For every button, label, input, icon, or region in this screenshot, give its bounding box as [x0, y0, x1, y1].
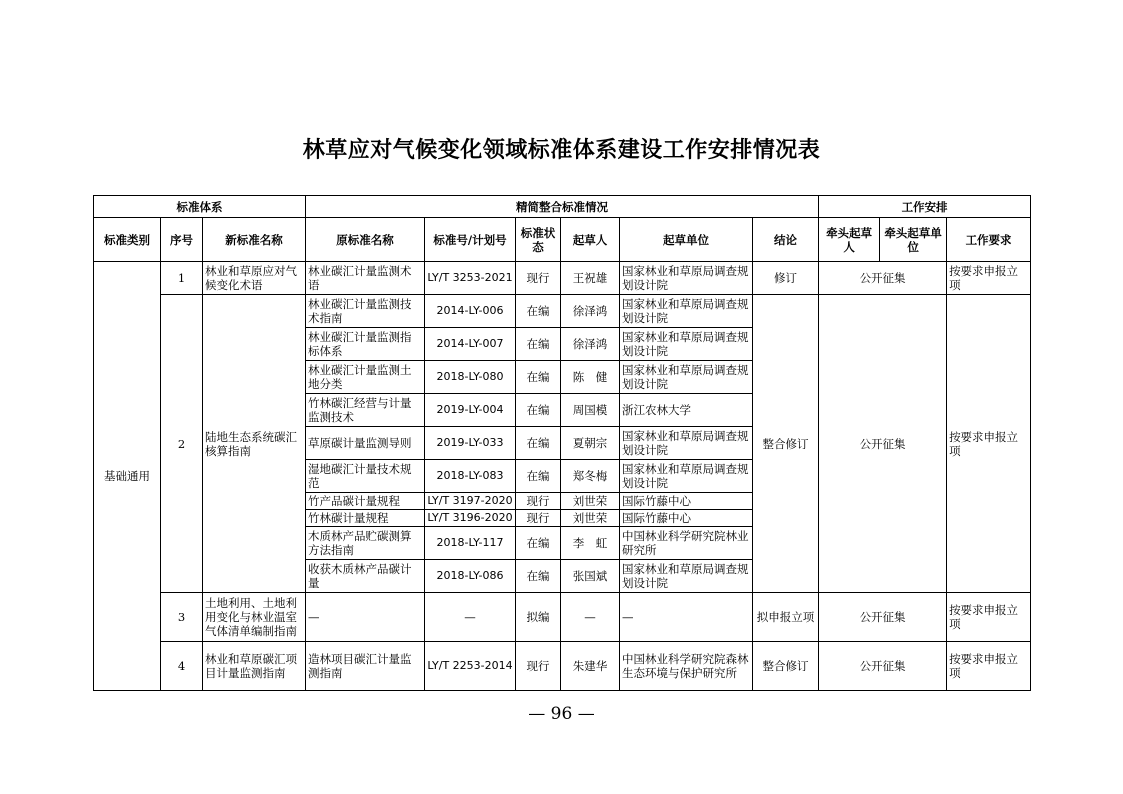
- status-cell: 在编: [516, 328, 561, 361]
- new-name-cell: 林业和草原应对气候变化术语: [203, 262, 306, 295]
- seq-cell: 3: [161, 593, 203, 642]
- orig-name-cell: 造林项目碳汇计量监测指南: [306, 642, 425, 691]
- requirement-cell: 按要求申报立项: [947, 642, 1031, 691]
- header-code: 标准号/计划号: [425, 218, 516, 262]
- orig-name-cell: 收获木质林产品碳计量: [306, 560, 425, 593]
- unit-cell: 国家林业和草原局调查规划设计院: [620, 427, 753, 460]
- status-cell: 现行: [516, 510, 561, 527]
- drafter-cell: 刘世荣: [561, 493, 620, 510]
- group-header-work: 工作安排: [819, 196, 1031, 218]
- status-cell: 拟编: [516, 593, 561, 642]
- status-cell: 现行: [516, 642, 561, 691]
- unit-cell: 国际竹藤中心: [620, 493, 753, 510]
- lead-cell: 公开征集: [819, 262, 947, 295]
- code-cell: 2018-LY-080: [425, 361, 516, 394]
- code-cell: 2018-LY-083: [425, 460, 516, 493]
- status-cell: 在编: [516, 527, 561, 560]
- unit-cell: 国家林业和草原局调查规划设计院: [620, 262, 753, 295]
- status-cell: 在编: [516, 560, 561, 593]
- orig-name-cell: 湿地碳汇计量技术规范: [306, 460, 425, 493]
- drafter-cell: 王祝雄: [561, 262, 620, 295]
- status-cell: 在编: [516, 394, 561, 427]
- status-cell: 在编: [516, 427, 561, 460]
- code-cell: 2018-LY-117: [425, 527, 516, 560]
- header-unit: 起草单位: [620, 218, 753, 262]
- unit-cell: 国家林业和草原局调查规划设计院: [620, 295, 753, 328]
- code-cell: 2018-LY-086: [425, 560, 516, 593]
- drafter-cell: 徐泽鸿: [561, 328, 620, 361]
- conclusion-cell: 拟申报立项: [753, 593, 819, 642]
- header-category: 标准类别: [94, 218, 161, 262]
- header-seq: 序号: [161, 218, 203, 262]
- code-cell: LY/T 3253-2021: [425, 262, 516, 295]
- lead-cell: 公开征集: [819, 593, 947, 642]
- orig-name-cell: 林业碳汇计量监测术语: [306, 262, 425, 295]
- conclusion-cell: 修订: [753, 262, 819, 295]
- code-cell: 2019-LY-033: [425, 427, 516, 460]
- unit-cell: 国家林业和草原局调查规划设计院: [620, 361, 753, 394]
- requirement-cell: 按要求申报立项: [947, 295, 1031, 593]
- table-row: [94, 295, 1031, 328]
- table-row: [94, 262, 1031, 295]
- group-header-system: 标准体系: [94, 196, 306, 218]
- unit-cell: 国家林业和草原局调查规划设计院: [620, 460, 753, 493]
- requirement-cell: 按要求申报立项: [947, 262, 1031, 295]
- drafter-cell: —: [561, 593, 620, 642]
- conclusion-cell: 整合修订: [753, 642, 819, 691]
- orig-name-cell: 木质林产品贮碳测算方法指南: [306, 527, 425, 560]
- orig-name-cell: 林业碳汇计量监测技术指南: [306, 295, 425, 328]
- code-cell: LY/T 2253-2014: [425, 642, 516, 691]
- drafter-cell: 夏朝宗: [561, 427, 620, 460]
- unit-cell: 浙江农林大学: [620, 394, 753, 427]
- orig-name-cell: 竹林碳计量规程: [306, 510, 425, 527]
- drafter-cell: 徐泽鸿: [561, 295, 620, 328]
- category-cell: 基础通用: [94, 262, 161, 691]
- header-conclusion: 结论: [753, 218, 819, 262]
- drafter-cell: 刘世荣: [561, 510, 620, 527]
- status-cell: 在编: [516, 295, 561, 328]
- drafter-cell: 周国模: [561, 394, 620, 427]
- table-row: [94, 593, 1031, 642]
- standards-table: [93, 195, 1031, 691]
- unit-cell: 国家林业和草原局调查规划设计院: [620, 560, 753, 593]
- header-lead-unit: 牵头起草单位: [880, 218, 947, 262]
- orig-name-cell: 林业碳汇计量监测土地分类: [306, 361, 425, 394]
- table-row: [94, 642, 1031, 691]
- header-new-name: 新标准名称: [203, 218, 306, 262]
- orig-name-cell: —: [306, 593, 425, 642]
- lead-cell: 公开征集: [819, 642, 947, 691]
- unit-cell: 国际竹藤中心: [620, 510, 753, 527]
- code-cell: LY/T 3197-2020: [425, 493, 516, 510]
- code-cell: LY/T 3196-2020: [425, 510, 516, 527]
- orig-name-cell: 草原碳计量监测导则: [306, 427, 425, 460]
- orig-name-cell: 竹林碳汇经营与计量监测技术: [306, 394, 425, 427]
- code-cell: —: [425, 593, 516, 642]
- drafter-cell: 张国斌: [561, 560, 620, 593]
- header-drafter: 起草人: [561, 218, 620, 262]
- code-cell: 2019-LY-004: [425, 394, 516, 427]
- drafter-cell: 陈 健: [561, 361, 620, 394]
- new-name-cell: 林业和草原碳汇项目计量监测指南: [203, 642, 306, 691]
- header-orig-name: 原标准名称: [306, 218, 425, 262]
- new-name-cell: 土地利用、土地利用变化与林业温室气体清单编制指南: [203, 593, 306, 642]
- header-status: 标准状态: [516, 218, 561, 262]
- drafter-cell: 朱建华: [561, 642, 620, 691]
- lead-cell: 公开征集: [819, 295, 947, 593]
- drafter-cell: 郑冬梅: [561, 460, 620, 493]
- unit-cell: —: [620, 593, 753, 642]
- status-cell: 在编: [516, 361, 561, 394]
- drafter-cell: 李 虹: [561, 527, 620, 560]
- orig-name-cell: 竹产品碳计量规程: [306, 493, 425, 510]
- seq-cell: 1: [161, 262, 203, 295]
- page-title: 林草应对气候变化领域标准体系建设工作安排情况表: [302, 137, 821, 163]
- conclusion-cell: 整合修订: [753, 295, 819, 593]
- seq-cell: 4: [161, 642, 203, 691]
- header-lead-person: 牵头起草人: [819, 218, 880, 262]
- header-requirement: 工作要求: [947, 218, 1031, 262]
- status-cell: 在编: [516, 460, 561, 493]
- new-name-cell: 陆地生态系统碳汇核算指南: [203, 295, 306, 593]
- unit-cell: 中国林业科学研究院森林生态环境与保护研究所: [620, 642, 753, 691]
- status-cell: 现行: [516, 493, 561, 510]
- requirement-cell: 按要求申报立项: [947, 593, 1031, 642]
- unit-cell: 国家林业和草原局调查规划设计院: [620, 328, 753, 361]
- seq-cell: 2: [161, 295, 203, 593]
- status-cell: 现行: [516, 262, 561, 295]
- code-cell: 2014-LY-007: [425, 328, 516, 361]
- code-cell: 2014-LY-006: [425, 295, 516, 328]
- page-number: — 96 —: [528, 704, 595, 724]
- orig-name-cell: 林业碳汇计量监测指标体系: [306, 328, 425, 361]
- group-header-simplified: 精简整合标准情况: [306, 196, 819, 218]
- unit-cell: 中国林业科学研究院林业研究所: [620, 527, 753, 560]
